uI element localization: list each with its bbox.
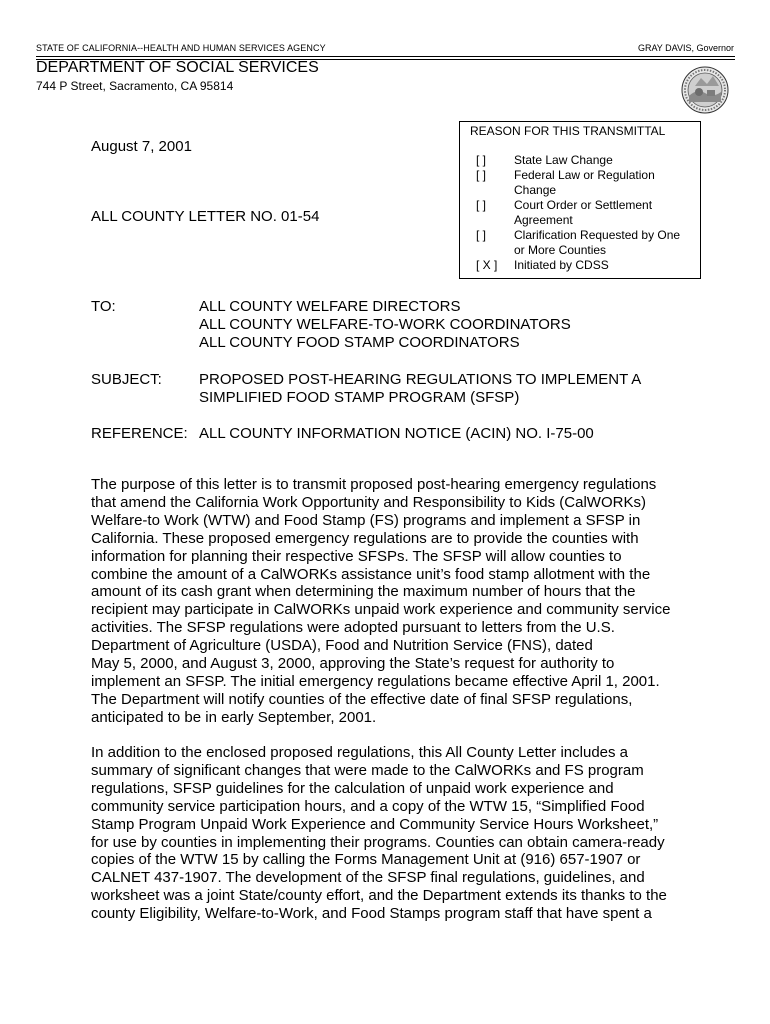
department-name: DEPARTMENT OF SOCIAL SERVICES bbox=[36, 59, 319, 76]
body-paragraph-1: The purpose of this letter is to transmit proposed post-hearing emergency regulations that amend the California Work Opportunity and Responsibility to Kids (CalWORKs) Welfare-to Work (WTW) and Food Stamp (FS) programs and implement a SFSP in California. These proposed emergency regulations are to provide the counties with information for planning their respective SFSPs. The SFSP will allow counties to combine the amount of a CalWORKs assistance unit’s food stamp allotment with the amount of its cash grant when determining the maximum number of hours that the recipient may participate in CalWORKs unpaid work experience and community service activities. The SFSP regulations were adopted pursuant to letters from the U.S. Department of Agriculture (USDA), Food and Nutrition Service (FNS), dated May 5, 2000, and August 3, 2000, approving the State’s request for authority to implement an SFSP. The initial emergency regulations became effective April 1, 2001. The Department will notify counties of the effective date of final SFSP regulations, anticipated to be in early September, 2001. bbox=[91, 476, 671, 726]
agency-name: STATE OF CALIFORNIA--HEALTH AND HUMAN SERVICES AGENCY bbox=[36, 43, 326, 53]
reason-checkbox-checked: [ X ] bbox=[476, 258, 498, 272]
department-address: 744 P Street, Sacramento, CA 95814 bbox=[36, 79, 234, 93]
reference-label: REFERENCE: bbox=[91, 425, 188, 442]
reference-text: ALL COUNTY INFORMATION NOTICE (ACIN) NO. I-75-00 bbox=[199, 425, 594, 442]
reason-checkbox: [ ] bbox=[476, 153, 487, 167]
letter-number: ALL COUNTY LETTER NO. 01-54 bbox=[91, 208, 320, 225]
reason-label: State Law Change bbox=[514, 153, 613, 167]
reason-label: Court Order or Settlement Agreement bbox=[514, 198, 653, 227]
state-seal-icon bbox=[681, 66, 729, 114]
governor-name: GRAY DAVIS, Governor bbox=[637, 43, 734, 53]
reason-checkbox: [ ] bbox=[476, 228, 487, 242]
reason-label: Federal Law or Regulation Change bbox=[514, 168, 655, 197]
reason-label: Clarification Requested by One or More Counties bbox=[514, 228, 681, 257]
transmittal-title: REASON FOR THIS TRANSMITTAL bbox=[470, 124, 666, 138]
subject-label: SUBJECT: bbox=[91, 371, 162, 388]
header-rule bbox=[36, 56, 735, 57]
reason-label: Initiated by CDSS bbox=[514, 258, 609, 272]
reason-checkbox: [ ] bbox=[476, 198, 487, 212]
to-label: TO: bbox=[91, 298, 116, 315]
to-recipients: ALL COUNTY WELFARE DIRECTORS ALL COUNTY WELFARE-TO-WORK COORDINATORS ALL COUNTY FOOD STAMP COORDINATORS bbox=[199, 298, 571, 351]
reason-checkbox: [ ] bbox=[476, 168, 487, 182]
subject-text: PROPOSED POST-HEARING REGULATIONS TO IMPLEMENT A SIMPLIFIED FOOD STAMP PROGRAM (SFSP) bbox=[199, 371, 642, 406]
letter-date: August 7, 2001 bbox=[91, 138, 192, 155]
body-paragraph-2: In addition to the enclosed proposed regulations, this All County Letter includes a summary of significant changes that were made to the CalWORKs and FS program regulations, SFSP guidelines for the calculation of unpaid work experience and community service participation hours, and a copy of the WTW 15, “Simplified Food Stamp Program Unpaid Work Experience and Community Service Hours Worksheet,” for use by counties in implementing their programs. Counties can obtain camera-ready copies of the WTW 15 by calling the Forms Management Unit at (916) 657-1907 or CALNET 437-1907. The development of the SFSP final regulations, guidelines, and worksheet was a joint State/county effort, and the Department extends its thanks to the county Eligibility, Welfare-to-Work, and Food Stamps program staff that have spent a bbox=[91, 744, 667, 923]
